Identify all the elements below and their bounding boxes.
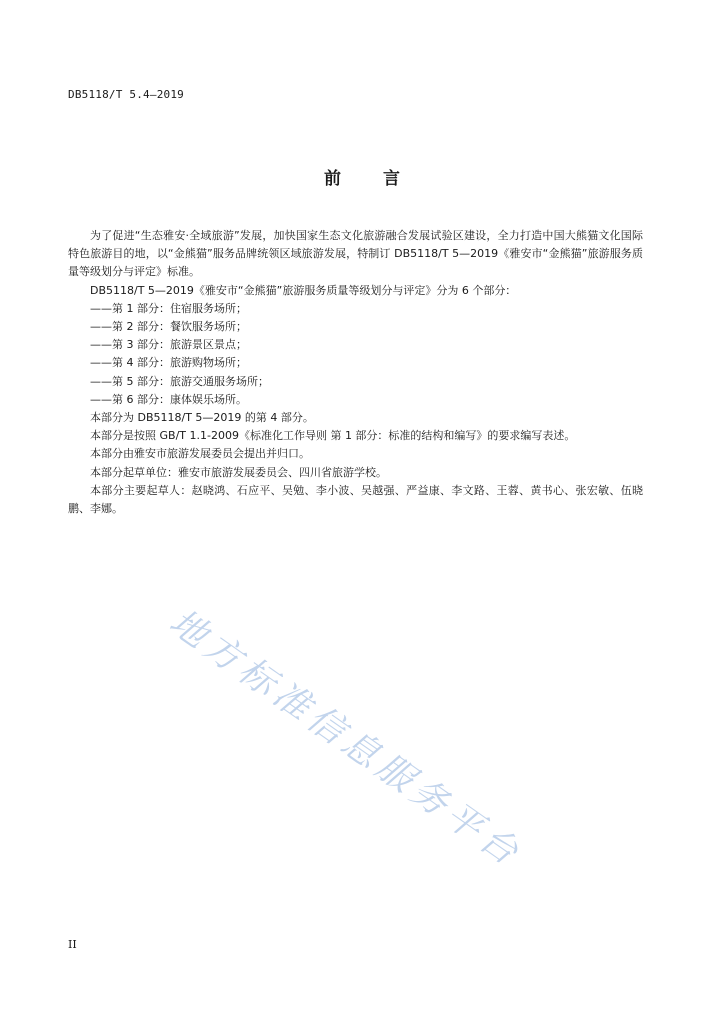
list-item-part-4: ——第 4 部分：旅游购物场所； xyxy=(90,356,247,370)
list-item-part-6: ——第 6 部分：康体娱乐场所。 xyxy=(90,392,247,406)
list-item-part-2: ——第 2 部分：餐饮服务场所； xyxy=(90,320,247,334)
paragraph-drafting-rules: 本部分是按照 GB/T 1.1-2009《标准化工作导则 第 1 部分：标准的结构和编写》的要求编写表述。 xyxy=(90,429,576,443)
paragraph-this-part: 本部分为 DB5118/T 5—2019 的第 4 部分。 xyxy=(90,411,314,425)
page-title: 前 言 xyxy=(324,169,418,189)
list-item-part-3: ——第 3 部分：旅游景区景点； xyxy=(90,338,247,352)
paragraph-drafting-unit: 本部分起草单位：雅安市旅游发展委员会、四川省旅游学校。 xyxy=(90,465,387,479)
list-item-part-1: ——第 1 部分：住宿服务场所； xyxy=(90,301,247,315)
watermark: 地方标准信息服务平台 xyxy=(161,601,530,877)
paragraph-drafters: 本部分主要起草人：赵晓鸿、石应平、吴勉、李小波、吴越强、严益康、李文路、王蓉、黄书心、张宏敏、伍晓鹏、李娜。 xyxy=(68,483,643,516)
foreword-body xyxy=(68,227,643,518)
document-code: DB5118/T 5.4—2019 xyxy=(68,88,184,101)
list-item-part-5: ——第 5 部分：旅游交通服务场所； xyxy=(90,374,269,388)
page-number: II xyxy=(68,938,77,951)
paragraph-proposer: 本部分由雅安市旅游发展委员会提出并归口。 xyxy=(90,447,310,461)
paragraph-purpose: 为了促进“生态雅安·全域旅游”发展，加快国家生态文化旅游融合发展试验区建设，全力打造中国大熊猫文化国际特色旅游目的地，以“金熊猫”服务品牌统领区域旅游发展，特制订 DB5118/T 5—2019《雅安市“金熊猫”旅游服务质量等级划分与评定》标准。 xyxy=(68,229,643,279)
paragraph-parts-intro: DB5118/T 5—2019《雅安市“金熊猫”旅游服务质量等级划分与评定》分为 6 个部分： xyxy=(90,283,517,297)
